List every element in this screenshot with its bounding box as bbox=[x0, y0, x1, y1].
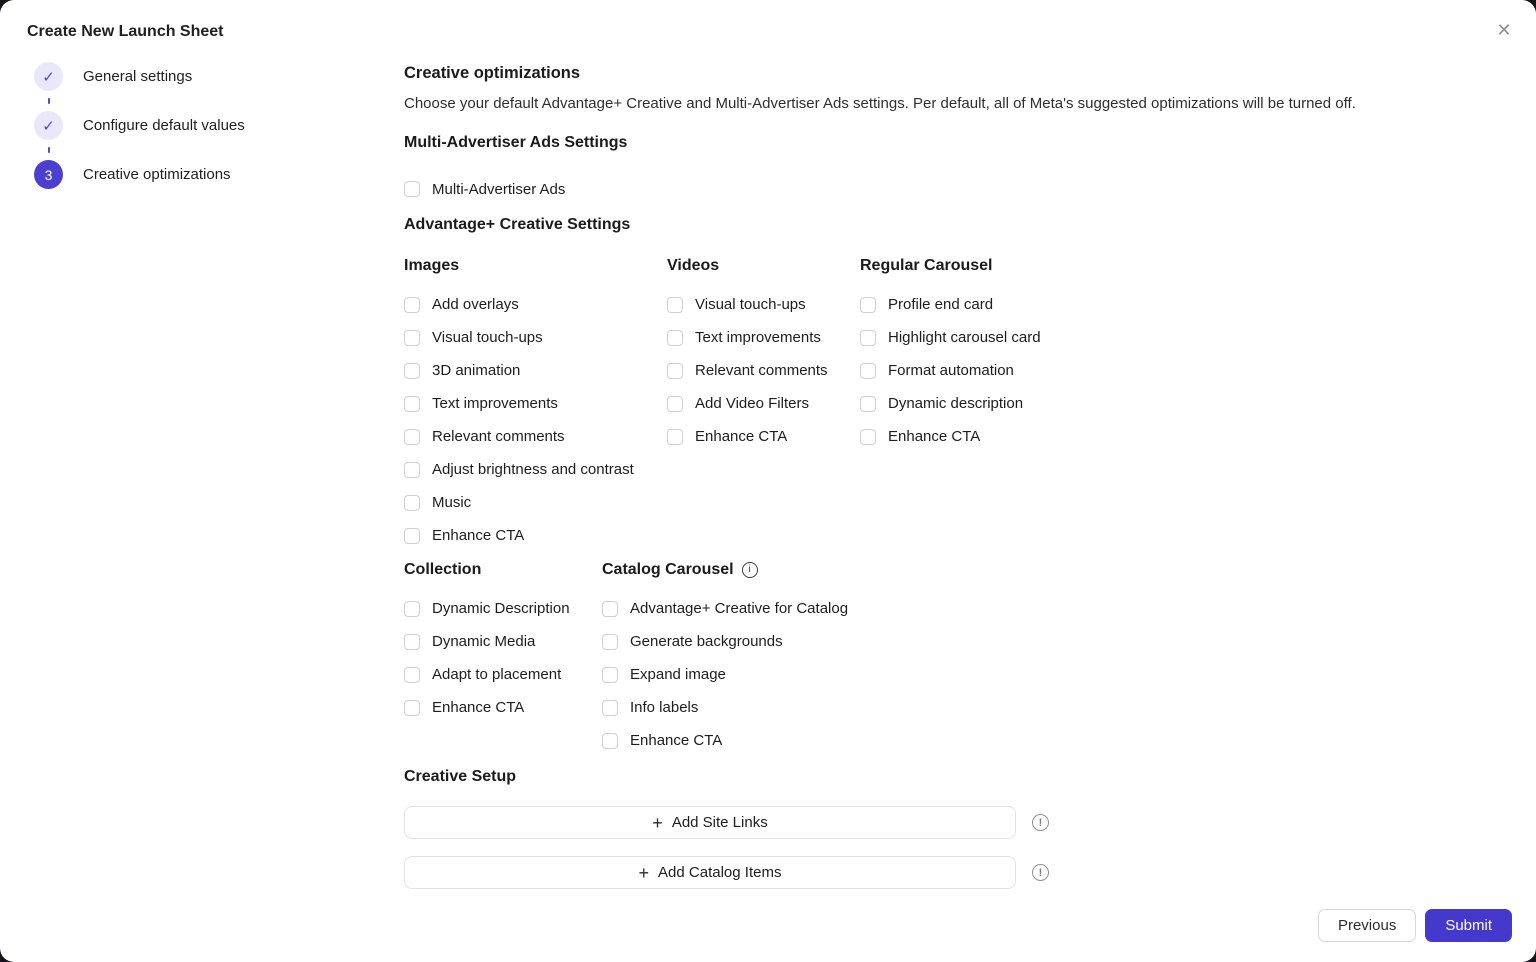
checkbox-option-text-improvements[interactable] bbox=[404, 387, 667, 420]
group-title-label: Collection bbox=[404, 561, 482, 578]
close-icon[interactable]: ✕ bbox=[1496, 20, 1512, 40]
checkbox-option-adapt-to-placement[interactable] bbox=[404, 658, 602, 691]
advantage-creative-columns-row2 bbox=[404, 560, 1416, 757]
checkbox-icon[interactable] bbox=[404, 181, 420, 197]
checkbox-label: Relevant comments bbox=[432, 428, 565, 445]
group-catalog-carousel bbox=[602, 560, 848, 757]
step-label: General settings bbox=[83, 68, 193, 85]
checkbox-icon[interactable] bbox=[404, 528, 420, 544]
checkbox-label: Generate backgrounds bbox=[630, 633, 783, 650]
group-regular-carousel bbox=[860, 256, 1041, 453]
checkbox-icon[interactable] bbox=[404, 462, 420, 478]
step-connector bbox=[48, 98, 50, 104]
add-catalog-items-label: Add Catalog Items bbox=[658, 864, 782, 881]
checkbox-option-info-labels[interactable] bbox=[602, 691, 848, 724]
footer-actions bbox=[1318, 909, 1512, 942]
checkbox-option-enhance-cta[interactable] bbox=[404, 519, 667, 552]
stepper bbox=[34, 62, 364, 189]
checkbox-label: Info labels bbox=[630, 699, 699, 716]
checkbox-label: Highlight carousel card bbox=[888, 329, 1041, 346]
group-title-label: Regular Carousel bbox=[860, 257, 993, 274]
add-catalog-items-button[interactable] bbox=[404, 856, 1016, 889]
checkbox-icon[interactable] bbox=[860, 330, 876, 346]
checkbox-icon[interactable] bbox=[404, 363, 420, 379]
checkbox-label: Visual touch-ups bbox=[695, 296, 806, 313]
checkbox-icon[interactable] bbox=[404, 429, 420, 445]
checkbox-icon[interactable] bbox=[667, 363, 683, 379]
checkbox-icon[interactable] bbox=[667, 330, 683, 346]
group-title-regular-carousel bbox=[860, 256, 1041, 276]
group-videos bbox=[667, 256, 860, 453]
checkbox-option-adjust-brightness-and-contrast[interactable] bbox=[404, 453, 667, 486]
checkbox-label: Dynamic Media bbox=[432, 633, 536, 650]
checkbox-label: Enhance CTA bbox=[432, 527, 525, 544]
checkbox-label: Profile end card bbox=[888, 296, 994, 313]
checkbox-label: Dynamic description bbox=[888, 395, 1024, 412]
step-item-configure-default-values[interactable] bbox=[34, 111, 364, 140]
step-number: 3 bbox=[34, 160, 63, 189]
checkbox-label: 3D animation bbox=[432, 362, 521, 379]
checkbox-option-music[interactable] bbox=[404, 486, 667, 519]
checkbox-icon[interactable] bbox=[860, 396, 876, 412]
plus-icon: + bbox=[638, 862, 650, 883]
step-check-icon: ✓ bbox=[34, 111, 63, 140]
checkbox-label: Advantage+ Creative for Catalog bbox=[630, 600, 849, 617]
step-label: Configure default values bbox=[83, 117, 245, 134]
checkbox-option-format-automation[interactable] bbox=[860, 354, 1041, 387]
main-content bbox=[404, 64, 1416, 906]
heading-advantage-creative-settings: Advantage+ Creative Settings bbox=[404, 216, 631, 233]
checkbox-option-enhance-cta[interactable] bbox=[860, 420, 1041, 453]
alert-icon[interactable]: ! bbox=[1032, 864, 1049, 881]
section-description: Choose your default Advantage+ Creative and Multi-Advertiser Ads settings. Per default, all of Meta's suggested optimizations will be turned off. bbox=[404, 95, 1356, 112]
checkbox-icon[interactable] bbox=[602, 634, 618, 650]
checkbox-icon[interactable] bbox=[667, 297, 683, 313]
section-heading-creative-optimizations: Creative optimizations bbox=[404, 64, 581, 82]
checkbox-option-relevant-comments[interactable] bbox=[667, 354, 860, 387]
checkbox-option-add-video-filters[interactable] bbox=[667, 387, 860, 420]
checkbox-icon[interactable] bbox=[404, 700, 420, 716]
checkbox-label: Enhance CTA bbox=[695, 428, 788, 445]
checkbox-icon[interactable] bbox=[602, 700, 618, 716]
checkbox-option-advantage-creative-for-catalog[interactable] bbox=[602, 592, 848, 625]
checkbox-icon[interactable] bbox=[667, 429, 683, 445]
checkbox-label: Text improvements bbox=[695, 329, 821, 346]
group-collection bbox=[404, 560, 602, 724]
add-site-links-button[interactable] bbox=[404, 806, 1016, 839]
group-title-label: Images bbox=[404, 257, 460, 274]
checkbox-label: Enhance CTA bbox=[630, 732, 723, 749]
checkbox-label: Adjust brightness and contrast bbox=[432, 461, 634, 478]
step-connector bbox=[48, 147, 50, 153]
checkbox-icon[interactable] bbox=[602, 667, 618, 683]
group-title-label: Videos bbox=[667, 257, 720, 274]
heading-creative-setup: Creative Setup bbox=[404, 768, 517, 785]
checkbox-option-multi-advertiser-ads[interactable] bbox=[404, 178, 1416, 200]
group-images bbox=[404, 256, 667, 552]
checkbox-label: Format automation bbox=[888, 362, 1014, 379]
group-title-catalog-carousel bbox=[602, 560, 848, 580]
checkbox-icon[interactable] bbox=[404, 601, 420, 617]
checkbox-option-visual-touch-ups[interactable] bbox=[667, 288, 860, 321]
alert-icon[interactable]: ! bbox=[1032, 814, 1049, 831]
checkbox-label: Enhance CTA bbox=[888, 428, 981, 445]
submit-button[interactable]: Submit bbox=[1425, 909, 1512, 942]
step-item-creative-optimizations[interactable] bbox=[34, 160, 364, 189]
checkbox-option-profile-end-card[interactable] bbox=[860, 288, 1041, 321]
checkbox-icon[interactable] bbox=[860, 297, 876, 313]
group-title-images bbox=[404, 256, 667, 276]
checkbox-label: Music bbox=[432, 494, 472, 511]
group-title-videos bbox=[667, 256, 860, 276]
checkbox-icon[interactable] bbox=[404, 330, 420, 346]
checkbox-icon[interactable] bbox=[667, 396, 683, 412]
checkbox-option-dynamic-description[interactable] bbox=[860, 387, 1041, 420]
checkbox-option-dynamic-description[interactable] bbox=[404, 592, 602, 625]
add-site-links-label: Add Site Links bbox=[671, 814, 768, 831]
checkbox-label: Dynamic Description bbox=[432, 600, 570, 617]
checkbox-label: Expand image bbox=[630, 666, 726, 683]
checkbox-icon[interactable] bbox=[860, 429, 876, 445]
step-label: Creative optimizations bbox=[83, 166, 231, 183]
add-catalog-items-row bbox=[404, 856, 1416, 889]
plus-icon: + bbox=[652, 812, 663, 833]
checkbox-label: Enhance CTA bbox=[432, 699, 525, 716]
checkbox-label: Visual touch-ups bbox=[432, 329, 543, 346]
group-title-collection bbox=[404, 560, 602, 580]
group-title-label: Catalog Carousel bbox=[602, 561, 734, 578]
step-item-general-settings[interactable] bbox=[34, 62, 364, 91]
checkbox-label: Multi-Advertiser Ads bbox=[432, 180, 566, 198]
modal-title: Create New Launch Sheet bbox=[27, 23, 224, 40]
checkbox-option-expand-image[interactable] bbox=[602, 658, 848, 691]
checkbox-label: Relevant comments bbox=[695, 362, 828, 379]
checkbox-icon[interactable] bbox=[404, 396, 420, 412]
checkbox-option-generate-backgrounds[interactable] bbox=[602, 625, 848, 658]
checkbox-icon[interactable] bbox=[404, 297, 420, 313]
checkbox-option-enhance-cta[interactable] bbox=[404, 691, 602, 724]
checkbox-icon[interactable] bbox=[404, 634, 420, 650]
info-icon[interactable]: i bbox=[742, 562, 758, 578]
heading-multi-advertiser-ads-settings: Multi-Advertiser Ads Settings bbox=[404, 134, 628, 151]
checkbox-icon[interactable] bbox=[404, 495, 420, 511]
add-site-links-row bbox=[404, 806, 1416, 839]
checkbox-option-dynamic-media[interactable] bbox=[404, 625, 602, 658]
checkbox-icon[interactable] bbox=[860, 363, 876, 379]
checkbox-label: Text improvements bbox=[432, 395, 558, 412]
step-check-icon: ✓ bbox=[34, 62, 63, 91]
checkbox-label: Add Video Filters bbox=[695, 395, 809, 412]
checkbox-option-enhance-cta[interactable] bbox=[602, 724, 848, 757]
checkbox-option-highlight-carousel-card[interactable] bbox=[860, 321, 1041, 354]
checkbox-icon[interactable] bbox=[602, 733, 618, 749]
checkbox-icon[interactable] bbox=[602, 601, 618, 617]
advantage-creative-columns-row1 bbox=[404, 256, 1416, 552]
checkbox-option-text-improvements[interactable] bbox=[667, 321, 860, 354]
checkbox-option-relevant-comments[interactable] bbox=[404, 420, 667, 453]
checkbox-option-add-overlays[interactable] bbox=[404, 288, 667, 321]
previous-button[interactable]: Previous bbox=[1318, 909, 1416, 942]
checkbox-icon[interactable] bbox=[404, 667, 420, 683]
checkbox-option-3d-animation[interactable] bbox=[404, 354, 667, 387]
checkbox-label: Adapt to placement bbox=[432, 666, 562, 683]
checkbox-option-enhance-cta[interactable] bbox=[667, 420, 860, 453]
checkbox-label: Add overlays bbox=[432, 296, 519, 313]
checkbox-option-visual-touch-ups[interactable] bbox=[404, 321, 667, 354]
